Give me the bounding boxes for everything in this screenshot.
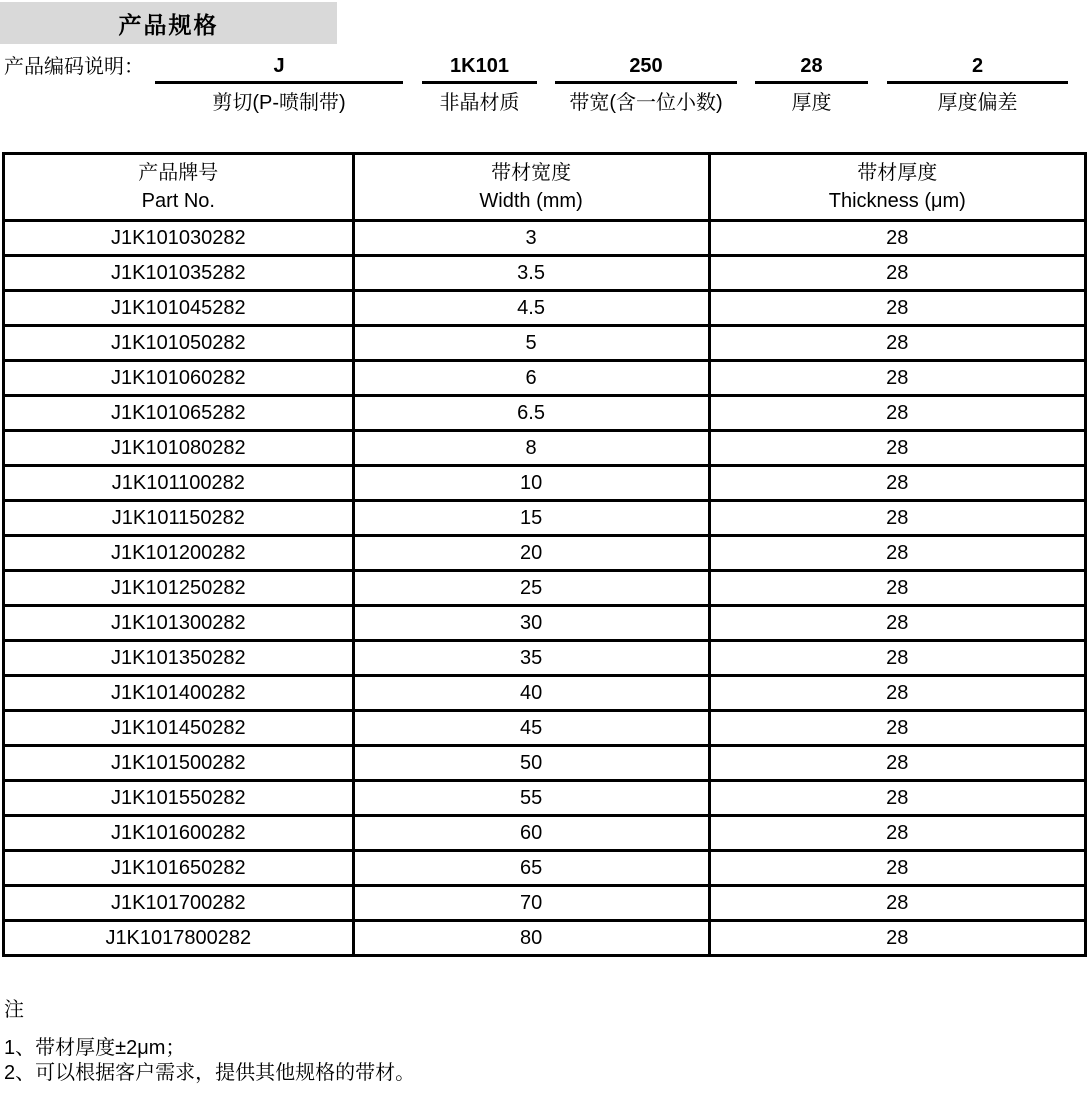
note-item-2: 2、可以根据客户需求，提供其他规格的带材。 (4, 1062, 416, 1084)
table-row (4, 606, 1086, 641)
width-cell: 50 (353, 746, 709, 781)
table-row (4, 886, 1086, 921)
section-title-bar (0, 2, 337, 44)
code-segment-label: 带宽(含一位小数) (569, 92, 723, 114)
thickness-cell: 28 (709, 431, 1085, 466)
thickness-cell: 28 (709, 291, 1085, 326)
table-row (4, 361, 1086, 396)
width-cell: 5 (353, 326, 709, 361)
width-cell: 3 (353, 221, 709, 256)
part-no-cell: J1K101450282 (4, 711, 354, 746)
product-code-explanation (4, 54, 1084, 115)
thickness-cell: 28 (709, 256, 1085, 291)
header-row (4, 154, 1086, 221)
header-thickness-zh: 带材厚度 (857, 162, 938, 184)
part-no-cell: J1K101700282 (4, 886, 354, 921)
width-cell: 8 (353, 431, 709, 466)
thickness-cell: 28 (709, 641, 1085, 676)
width-cell: 70 (353, 886, 709, 921)
table-row (4, 921, 1086, 956)
code-explanation-label: 产品编码说明： (4, 56, 144, 78)
part-no-cell: J1K101200282 (4, 536, 354, 571)
code-segment-value: 1K101 (422, 54, 537, 84)
part-no-cell: J1K101300282 (4, 606, 354, 641)
width-cell: 55 (353, 781, 709, 816)
header-thickness (709, 154, 1085, 221)
thickness-cell: 28 (709, 221, 1085, 256)
header-width-zh: 带材宽度 (491, 162, 572, 184)
table-row (4, 711, 1086, 746)
thickness-cell: 28 (709, 326, 1085, 361)
code-segment-shear (155, 54, 403, 115)
code-segment-value: 250 (555, 54, 737, 84)
table-row (4, 641, 1086, 676)
code-segment-label: 非晶材质 (439, 92, 520, 114)
thickness-cell: 28 (709, 816, 1085, 851)
product-spec-table (2, 152, 1087, 957)
part-no-cell: J1K101065282 (4, 396, 354, 431)
table-row (4, 816, 1086, 851)
part-no-cell: J1K101030282 (4, 221, 354, 256)
thickness-cell: 28 (709, 676, 1085, 711)
width-cell: 30 (353, 606, 709, 641)
code-segment-label: 厚度偏差 (937, 92, 1018, 114)
thickness-cell: 28 (709, 781, 1085, 816)
code-segment-label: 厚度 (791, 92, 832, 114)
table-row (4, 256, 1086, 291)
thickness-cell: 28 (709, 396, 1085, 431)
table-row (4, 466, 1086, 501)
table-row (4, 746, 1086, 781)
header-part-no-zh: 产品牌号 (138, 162, 219, 184)
header-part-no (4, 154, 354, 221)
width-cell: 45 (353, 711, 709, 746)
width-cell: 80 (353, 921, 709, 956)
header-width-en: Width (mm) (479, 190, 583, 212)
part-no-cell: J1K101060282 (4, 361, 354, 396)
thickness-cell: 28 (709, 536, 1085, 571)
width-cell: 20 (353, 536, 709, 571)
width-cell: 35 (353, 641, 709, 676)
header-width (353, 154, 709, 221)
header-part-no-en: Part No. (141, 190, 215, 212)
table-row (4, 396, 1086, 431)
code-segment-material (422, 54, 537, 115)
table-row (4, 536, 1086, 571)
code-segment-label: 剪切(P-喷制带) (212, 92, 346, 114)
width-cell: 15 (353, 501, 709, 536)
part-no-cell: J1K101035282 (4, 256, 354, 291)
table-row (4, 326, 1086, 361)
part-no-cell: J1K101500282 (4, 746, 354, 781)
note-item-1: 1、带材厚度±2μm； (4, 1037, 186, 1059)
code-segment-thickness (755, 54, 868, 115)
width-cell: 6 (353, 361, 709, 396)
width-cell: 10 (353, 466, 709, 501)
code-segment-value: 28 (755, 54, 868, 84)
width-cell: 3.5 (353, 256, 709, 291)
part-no-cell: J1K101045282 (4, 291, 354, 326)
thickness-cell: 28 (709, 921, 1085, 956)
table-row (4, 501, 1086, 536)
code-segment-width (555, 54, 737, 115)
part-no-cell: J1K101050282 (4, 326, 354, 361)
notes-section (4, 998, 1084, 1086)
part-no-cell: J1K101100282 (4, 466, 354, 501)
width-cell: 40 (353, 676, 709, 711)
part-no-cell: J1K101400282 (4, 676, 354, 711)
part-no-cell: J1K101350282 (4, 641, 354, 676)
thickness-cell: 28 (709, 571, 1085, 606)
part-no-cell: J1K1017800282 (4, 921, 354, 956)
width-cell: 60 (353, 816, 709, 851)
table-row (4, 431, 1086, 466)
notes-title: 注 (4, 999, 24, 1021)
table-row (4, 676, 1086, 711)
table-row (4, 781, 1086, 816)
code-segment-thickness-tolerance (887, 54, 1068, 115)
table-row (4, 291, 1086, 326)
thickness-cell: 28 (709, 606, 1085, 641)
part-no-cell: J1K101600282 (4, 816, 354, 851)
thickness-cell: 28 (709, 851, 1085, 886)
width-cell: 25 (353, 571, 709, 606)
thickness-cell: 28 (709, 501, 1085, 536)
code-segment-value: 2 (887, 54, 1068, 84)
table-row (4, 571, 1086, 606)
spec-table-head (4, 154, 1086, 221)
part-no-cell: J1K101650282 (4, 851, 354, 886)
table-row (4, 851, 1086, 886)
part-no-cell: J1K101550282 (4, 781, 354, 816)
part-no-cell: J1K101150282 (4, 501, 354, 536)
code-segment-value: J (155, 54, 403, 84)
page-title: 产品规格 (118, 11, 219, 38)
thickness-cell: 28 (709, 711, 1085, 746)
spec-table-body (4, 221, 1086, 956)
width-cell: 6.5 (353, 396, 709, 431)
part-no-cell: J1K101250282 (4, 571, 354, 606)
table-row (4, 221, 1086, 256)
thickness-cell: 28 (709, 361, 1085, 396)
thickness-cell: 28 (709, 466, 1085, 501)
width-cell: 65 (353, 851, 709, 886)
part-no-cell: J1K101080282 (4, 431, 354, 466)
thickness-cell: 28 (709, 886, 1085, 921)
header-thickness-en: Thickness (μm) (828, 190, 966, 212)
thickness-cell: 28 (709, 746, 1085, 781)
width-cell: 4.5 (353, 291, 709, 326)
